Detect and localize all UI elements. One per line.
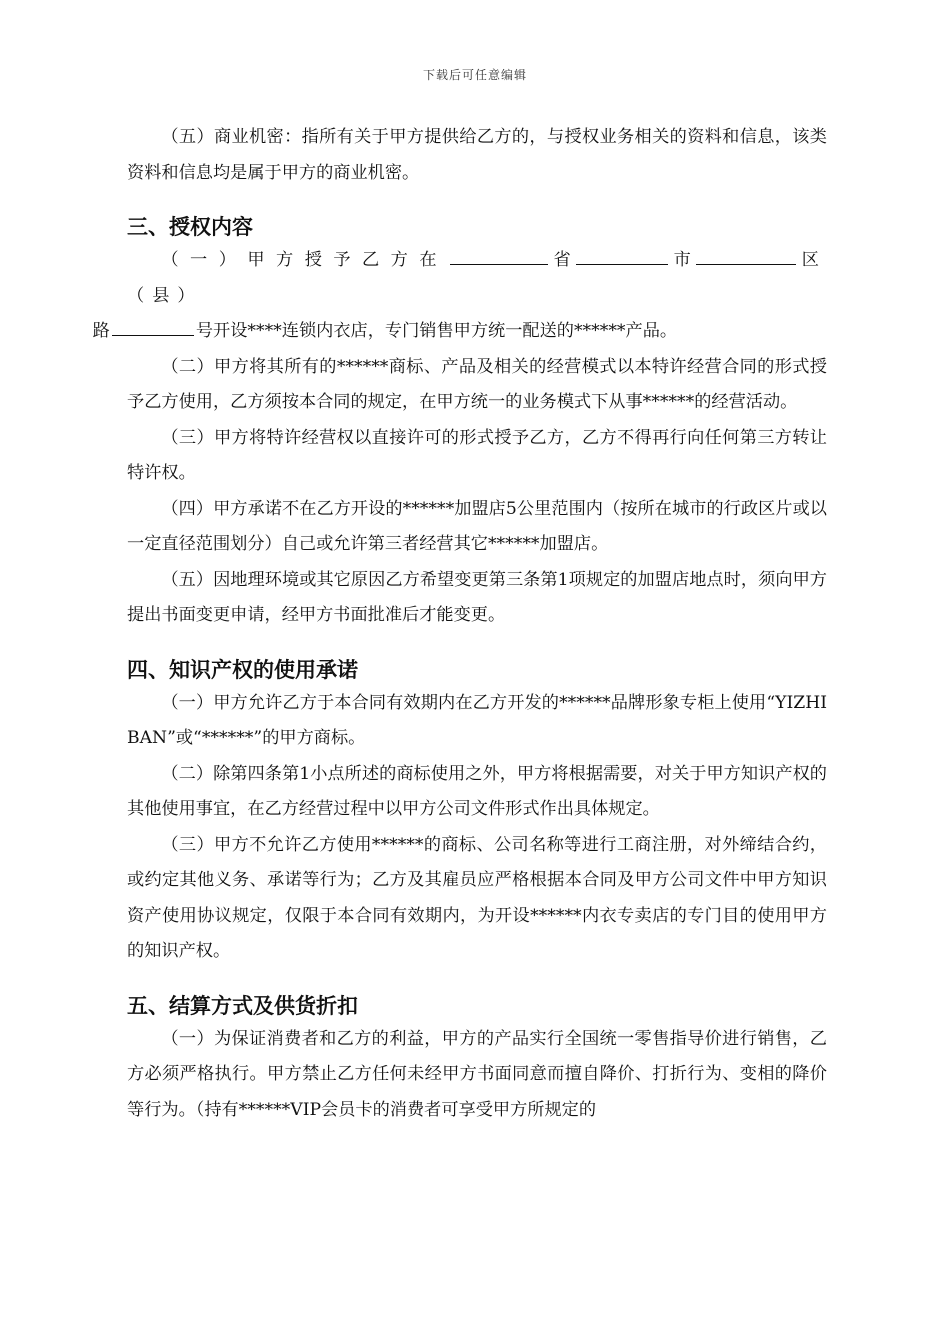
- province-label: 省: [550, 250, 575, 270]
- header-note: 下载后可任意编辑: [422, 68, 527, 82]
- city-label: 市: [670, 250, 695, 270]
- section-4-heading: 四、知识产权的使用承诺: [127, 657, 358, 682]
- spacer: [127, 191, 827, 211]
- section-3-paragraph-1: [92, 243, 827, 350]
- section-5-paragraph-1: （一）为保证消费者和乙方的利益，甲方的产品实行全国统一零售指导价进行销售，乙方必须严格执行。甲方禁止乙方任何未经甲方书面同意而擅自降价、打折行为、变相的降价等行为。（持有******VIP会员卡的消费者可享受甲方所规定的: [127, 1028, 827, 1120]
- section-3-paragraph-2: （二）甲方将其所有的******商标、产品及相关的经营模式以本特许经营合同的形式授予乙方使用，乙方须按本合同的规定，在甲方统一的业务模式下从事******的经营活动。: [127, 356, 827, 412]
- road-label: 路: [92, 321, 110, 341]
- section-4-paragraph-2: （二）除第四条第1小点所述的商标使用之外，甲方将根据需要，对关于甲方知识产权的其他使用事宜，在乙方经营过程中以甲方公司文件形式作出具体规定。: [127, 763, 827, 819]
- clause-text: （一）甲方授予乙方在: [161, 250, 449, 270]
- province-blank: [450, 244, 548, 265]
- spacer: [127, 634, 827, 654]
- section-3-heading: 三、授权内容: [127, 215, 253, 239]
- district-label: 区（县）: [127, 250, 827, 306]
- road-blank: [112, 315, 194, 336]
- section-3-paragraph-4: （四）甲方承诺不在乙方开设的******加盟店5公里范围内（按所在城市的行政区片或以一定直径范围划分）自己或允许第三者经营其它******加盟店。: [127, 498, 827, 554]
- section-5-heading: 五、结算方式及供货折扣: [127, 993, 358, 1018]
- district-blank: [696, 244, 796, 265]
- document-body: [92, 120, 827, 1128]
- section-3-paragraph-5: （五）因地理环境或其它原因乙方希望变更第三条第1项规定的加盟店地点时，须向甲方提出书面变更申请，经甲方书面批准后才能变更。: [127, 569, 827, 625]
- section-4-paragraph-3: （三）甲方不允许乙方使用******的商标、公司名称等进行工商注册，对外缔结合约，或约定其他义务、承诺等行为；乙方及其雇员应严格根据本合同及甲方公司文件中甲方知识资产使用协议规定，仅限于本合同有效期内，为开设******内衣专卖店的专门目的使用甲方的知识产权。: [127, 834, 827, 961]
- section-4-paragraph-1: （一）甲方允许乙方于本合同有效期内在乙方开发的******品牌形象专柜上使用“YIZHIBAN”或“******”的甲方商标。: [127, 692, 827, 748]
- section-3-paragraph-3: （三）甲方将特许经营权以直接许可的形式授予乙方，乙方不得再行向任何第三方转让特许权。: [127, 427, 827, 483]
- intro-paragraph-5: （五）商业机密：指所有关于甲方提供给乙方的，与授权业务相关的资料和信息，该类资料和信息均是属于甲方的商业机密。: [127, 127, 827, 183]
- clause-text-tail: 号开设****连锁内衣店，专门销售甲方统一配送的******产品。: [195, 321, 678, 341]
- spacer: [127, 970, 827, 990]
- city-blank: [576, 244, 668, 265]
